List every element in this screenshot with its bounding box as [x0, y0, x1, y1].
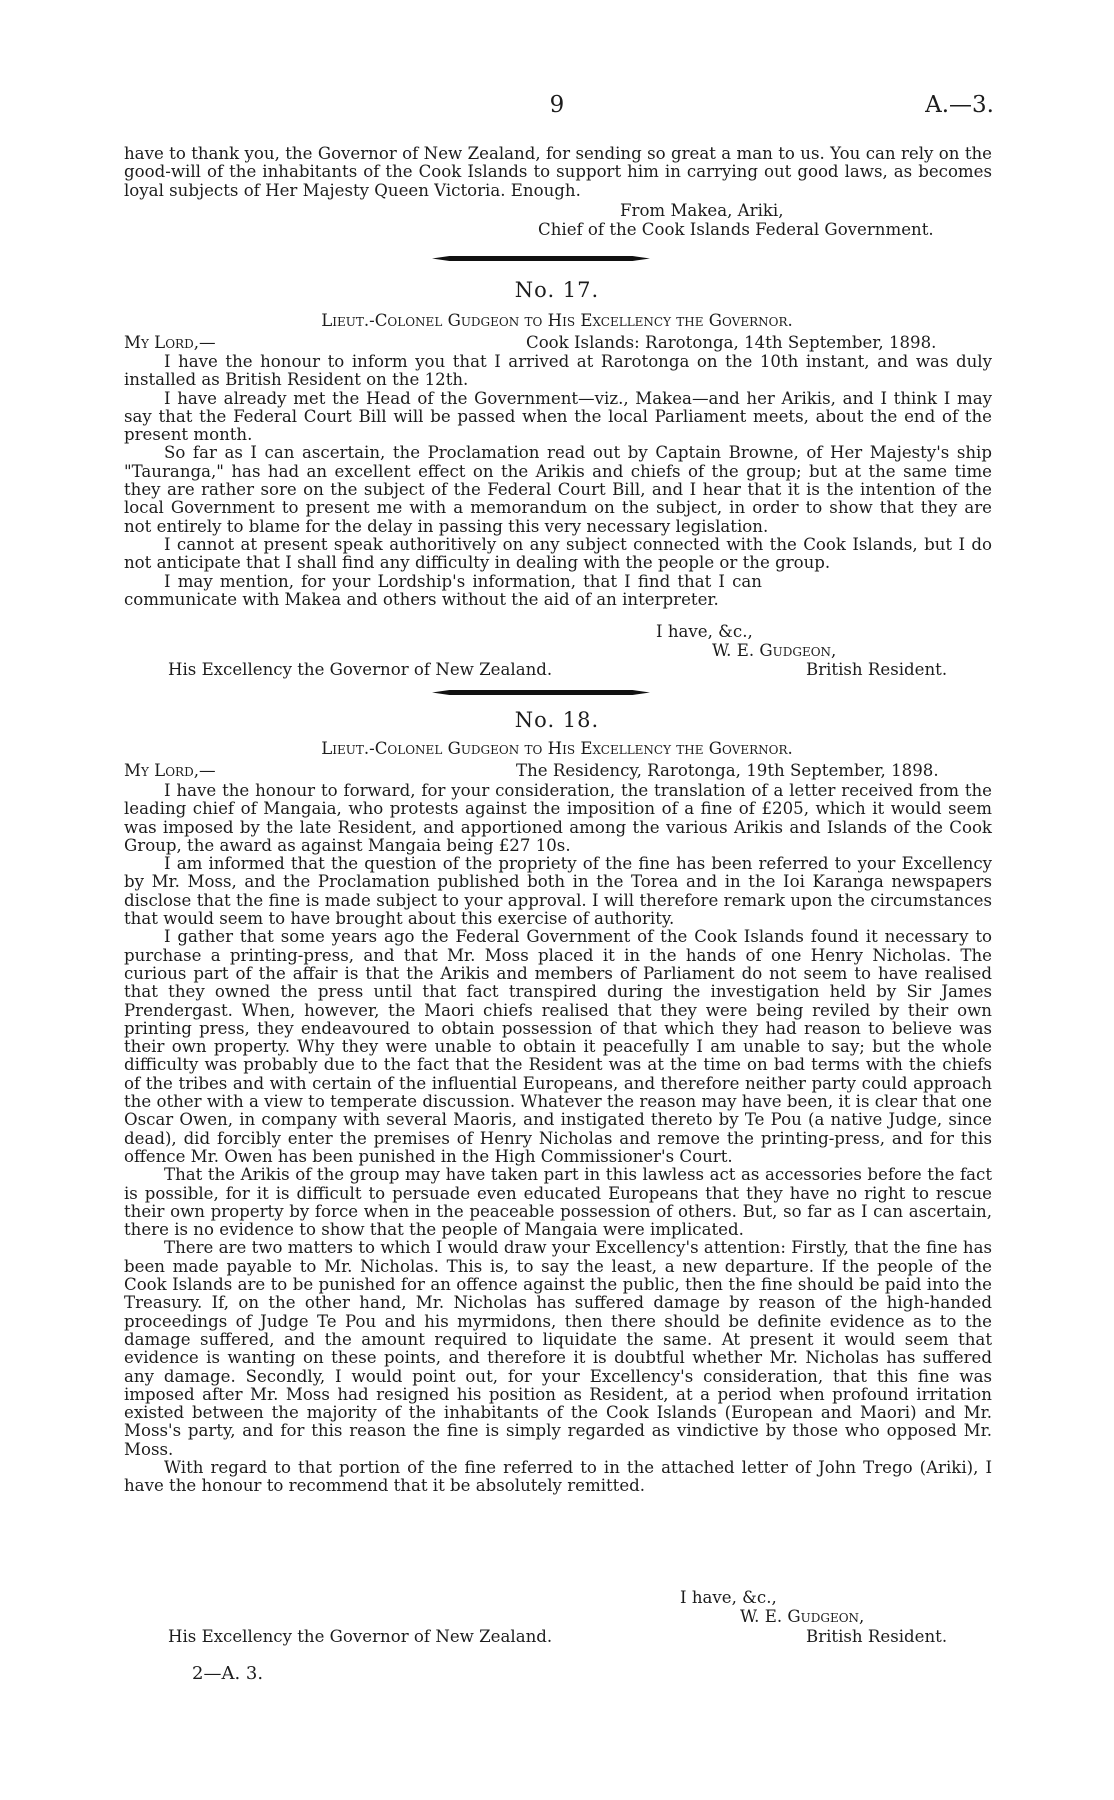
- opening-paragraph: have to thank you, the Governor of New Zealand, for sending so great a man to us. You can rely on the good-will of the inhabitants of the Cook Islands to support him in carrying out good laws, as becomes loyal subjects of Her Majesty Queen Victoria. Enough.: [124, 144, 992, 200]
- sheet-signature-mark: 2—A. 3.: [192, 1663, 264, 1684]
- section-divider: [432, 256, 650, 261]
- opening-title-line: Chief of the Cook Islands Federal Government.: [538, 220, 934, 239]
- letter-18-signature: W. E. Gudgeon,: [740, 1607, 865, 1626]
- letter-18-closing: I have, &c.,: [680, 1588, 777, 1607]
- letter-18-paragraph: I am informed that the question of the propriety of the fine has been referred to your Excellency by Mr. Moss, and the Proclamation published both in the Torea and in the Ioi Karanga newspapers disclose that the fine is made subject to your approval. I will therefore remark upon the circumstances that would seem to have brought about this exercise of authority.: [124, 854, 992, 929]
- letter-18-paragraph: With regard to that portion of the fine referred to in the attached letter of John Trego (Ariki), I have the honour to recommend that it be absolutely remitted.: [124, 1457, 992, 1496]
- letter-18-body: [124, 782, 992, 1496]
- letter-18-paragraph: I have the honour to forward, for your consideration, the translation of a letter received from the leading chief of Mangaia, who protests against the imposition of a fine of £205, which it would seem was imposed by the late Resident, and apportioned among the various Arikis and Islands of the Cook Group, the award as against Mangaia being £27 10s.: [124, 781, 992, 855]
- letter-17-salutation: My Lord,—: [124, 333, 216, 352]
- letter-18-number: No. 18.: [514, 708, 600, 732]
- letter-17-paragraph: I cannot at present speak authoritively on any subject connected with the Cook Islands, but I do not anticipate that I shall find any difficulty in dealing with the people or the group.: [124, 534, 992, 573]
- opening-body-block: [124, 145, 992, 200]
- letter-17-paragraph: I may mention, for your Lordship's information, that I find that I can communicate with Makea and others without the aid of an interpreter.: [124, 571, 762, 609]
- letter-17-role: British Resident.: [806, 660, 948, 679]
- letter-17-signature: W. E. Gudgeon,: [712, 641, 837, 660]
- letter-18-addressee: His Excellency the Governor of New Zealand.: [168, 1627, 553, 1646]
- document-reference: A.—3.: [925, 92, 994, 118]
- letter-18-paragraph: There are two matters to which I would draw your Excellency's attention: Firstly, that the fine has been made payable to Mr. Nicholas. This is, to say the least, a new departure. If the people of the Cook Islands are to be punished for an offence against the public, then the fine should be paid into the Treasury. If, on the other hand, Mr. Nicholas has suffered damage by reason of the high-handed proceedings of Judge Te Pou and his myrmidons, then there should be definite evidence as to the damage suffered, and the amount required to liquidate the same. At present it would seem that evidence is wanting on these points, and therefore it is doubtful whether Mr. Nicholas has suffered any damage. Secondly, I would point out, for your Excellency's consideration, that this fine was imposed after Mr. Moss had resigned his position as Resident, at a period when profound irritation existed between the majority of the inhabitants of the Cook Islands (European and Maori) and Mr. Moss's party, and for this reason the fine is simply regarded as vindictive by those who opposed Mr. Moss.: [124, 1238, 992, 1459]
- letter-18-heading: Lieut.-Colonel Gudgeon to His Excellency the Governor.: [321, 739, 793, 758]
- letter-17-body: [124, 353, 992, 609]
- letter-17-closing: I have, &c.,: [656, 622, 753, 641]
- section-divider: [432, 690, 650, 695]
- letter-17-number: No. 17.: [514, 278, 600, 302]
- letter-18-salutation: My Lord,—: [124, 761, 216, 780]
- letter-18-place-date: The Residency, Rarotonga, 19th September, 1898.: [516, 761, 939, 780]
- opening-from-line: From Makea, Ariki,: [620, 201, 784, 220]
- letter-17-place-date: Cook Islands: Rarotonga, 14th September, 1898.: [526, 333, 937, 352]
- letter-18-paragraph: I gather that some years ago the Federal Government of the Cook Islands found it necessary to purchase a printing-press, and that Mr. Moss placed it in the hands of one Henry Nicholas. The curious part of the affair is that the Arikis and members of Parliament do not seem to have realised that they owned the press until that fact transpired during the investigation held by Sir James Prendergast. When, however, the Maori chiefs realised that they were being reviled by their own printing press, they endeavoured to obtain possession of that which they had reason to believe was their own property. Why they were unable to obtain it peacefully I am unable to say; but the whole difficulty was probably due to the fact that the Resident was at the time on bad terms with the chiefs of the tribes and with certain of the influential Europeans, and therefore neither party could approach the other with a view to temperate discussion. Whatever the reason may have been, it is clear that one Oscar Owen, in company with several Maoris, and instigated thereto by Te Pou (a native Judge, since dead), did forcibly enter the premises of Henry Nicholas and remove the printing-press, and for this offence Mr. Owen has been punished in the High Commissioner's Court.: [124, 927, 992, 1166]
- letter-18-paragraph: That the Arikis of the group may have taken part in this lawless act as accessories before the fact is possible, for it is difficult to persuade even educated Europeans that they have no right to rescue their own property by force when in the peaceable possession of others. But, so far as I can ascertain, there is no evidence to show that the people of Mangaia were implicated.: [124, 1165, 992, 1240]
- letter-17-paragraph: I have the honour to inform you that I arrived at Rarotonga on the 10th instant, and was duly installed as British Resident on the 12th.: [124, 352, 992, 390]
- letter-17-heading: Lieut.-Colonel Gudgeon to His Excellency the Governor.: [321, 311, 793, 330]
- letter-17-addressee: His Excellency the Governor of New Zealand.: [168, 660, 553, 679]
- letter-18-role: British Resident.: [806, 1627, 948, 1646]
- page-number: 9: [549, 92, 565, 118]
- letter-17-paragraph: I have already met the Head of the Government—viz., Makea—and her Arikis, and I think I may say that the Federal Court Bill will be passed when the local Parliament meets, about the end of the present month.: [124, 388, 992, 445]
- letter-17-paragraph: So far as I can ascertain, the Proclamation read out by Captain Browne, of Her Majesty's ship "Tauranga," has had an excellent effect on the Arikis and chiefs of the group; but at the same time they are rather sore on the subject of the Federal Court Bill, and I hear that it is the intention of the local Government to present me with a memorandum on the subject, in order to show that they are not entirely to blame for the delay in passing this very necessary legislation.: [124, 443, 992, 536]
